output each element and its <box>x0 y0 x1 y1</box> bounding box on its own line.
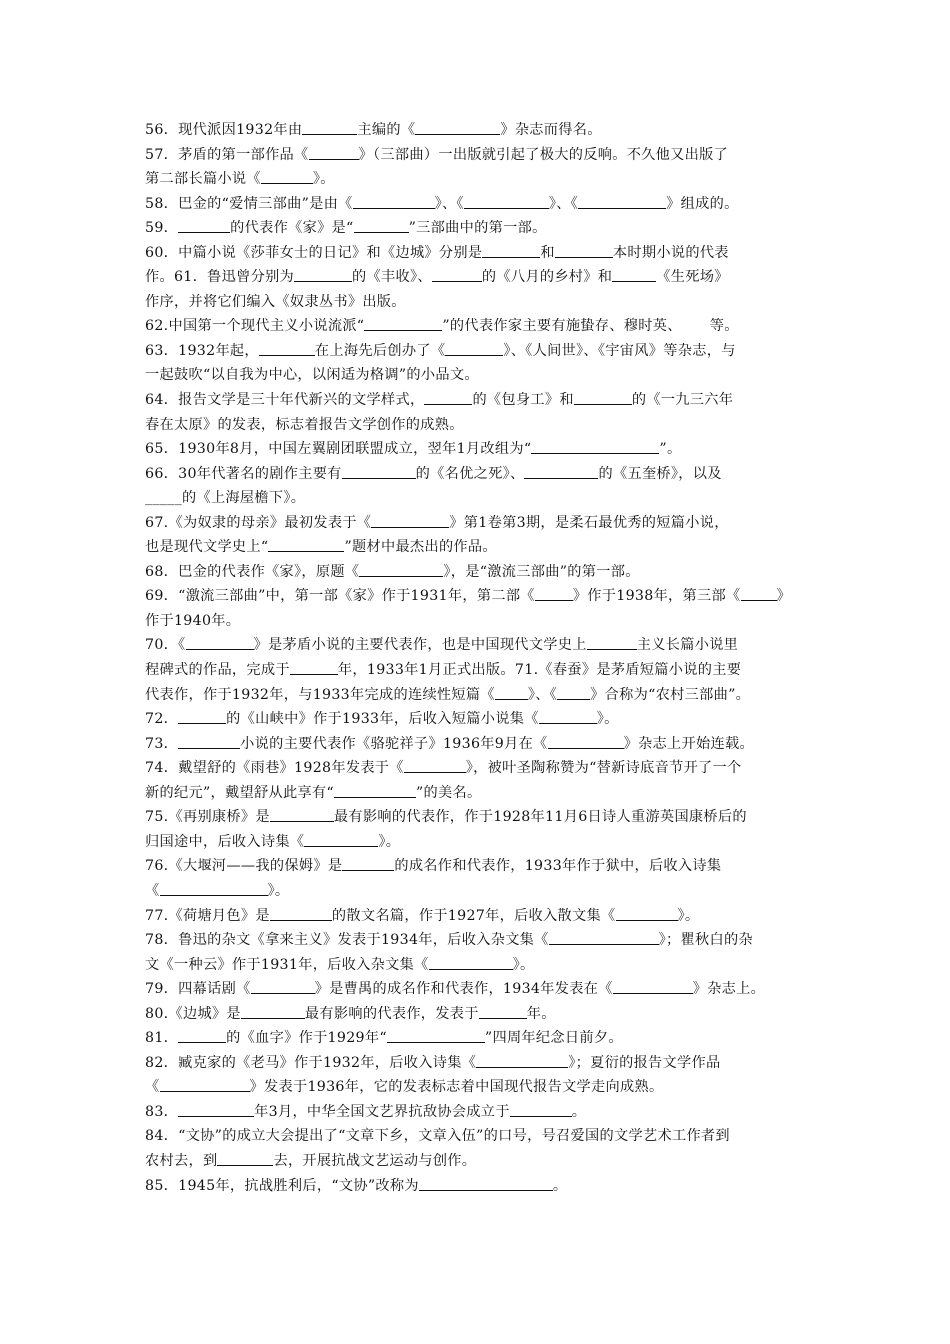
answer-blank[interactable] <box>309 158 359 160</box>
line-text: 年。 <box>526 1005 556 1022</box>
line-text: 》、《 <box>548 195 579 212</box>
text-line <box>145 1100 810 1125</box>
text-line <box>145 977 810 1002</box>
document-page <box>145 118 810 1198</box>
line-text: 》合称为“农村三部曲”。 <box>590 686 751 703</box>
line-text: 的《血字》作于1929年“ <box>226 1030 387 1047</box>
line-text: 和 <box>540 244 555 261</box>
answer-blank[interactable] <box>259 354 315 356</box>
answer-blank[interactable] <box>334 796 416 798</box>
line-text: 作序，并将它们编入《奴隶丛书》出版。 <box>145 293 406 310</box>
text-line <box>145 511 810 536</box>
line-text: 》组成的。 <box>666 195 739 212</box>
line-text: 的《名优之死》、 <box>415 465 525 482</box>
answer-blank[interactable] <box>432 280 482 282</box>
line-text: 一起鼓吹“以自我为中心，以闲适为格调”的小品文。 <box>145 367 479 384</box>
line-text: 》是曹禺的成名作和代表作，1934年发表在《 <box>314 981 613 998</box>
text-line <box>145 879 810 904</box>
line-text: 的成名作和代表作，1933年作于狱中，后收入诗集 <box>394 858 722 875</box>
answer-blank[interactable] <box>371 526 449 528</box>
answer-blank[interactable] <box>241 1017 305 1019</box>
line-text: 79．四幕话剧《 <box>145 981 251 998</box>
answer-blank[interactable] <box>268 550 344 552</box>
line-text: 的散文名篇，作于1927年，后收入散文集《 <box>331 907 616 924</box>
line-text: 的《包身工》和 <box>472 392 574 409</box>
line-text: 85．1945年，抗战胜利后，“文协”改称为 <box>145 1177 419 1194</box>
answer-blank[interactable] <box>555 256 613 258</box>
answer-blank[interactable] <box>574 403 632 405</box>
answer-blank[interactable] <box>270 919 332 921</box>
line-text: 82．臧克家的《老马》作于1932年，后收入诗集《 <box>145 1054 477 1071</box>
line-text: 。 <box>552 1177 568 1194</box>
line-text: 69．“激流三部曲”中，第一部《家》作于1931年，第二部《 <box>145 588 535 605</box>
text-line <box>145 1149 810 1174</box>
answer-blank[interactable] <box>510 1115 572 1117</box>
text-line <box>145 118 810 143</box>
answer-blank[interactable] <box>464 207 549 209</box>
line-text: 》。 <box>596 711 619 728</box>
answer-blank[interactable] <box>587 648 637 650</box>
line-text: 最有影响的代表作，发表于 <box>304 1005 479 1022</box>
line-text: 66．30年代著名的剧作主要有 <box>145 465 342 482</box>
line-text: 》；瞿秋白的杂 <box>658 932 753 949</box>
text-line <box>145 560 810 585</box>
line-text: 主编的《 <box>357 122 416 138</box>
line-text: 《 <box>145 882 160 899</box>
line-text: 的《丰收》、 <box>352 269 432 286</box>
line-text: 》。 <box>512 956 535 973</box>
line-text: 》。 <box>267 882 290 899</box>
line-text: 农村去，到 <box>145 1152 218 1169</box>
answer-blank[interactable] <box>557 698 590 700</box>
answer-blank[interactable] <box>178 722 226 724</box>
text-line <box>145 658 810 683</box>
answer-blank[interactable] <box>290 673 338 675</box>
line-text: 的《八月的乡村》和 <box>481 269 613 286</box>
text-line <box>145 290 810 315</box>
answer-blank[interactable] <box>364 329 442 331</box>
answer-blank[interactable] <box>387 1041 485 1043</box>
answer-blank[interactable] <box>251 992 315 994</box>
line-text: 归国途中，后收入诗集《 <box>145 833 305 850</box>
answer-blank[interactable] <box>612 280 656 282</box>
answer-blank[interactable] <box>476 1066 568 1068</box>
line-text: 72． <box>145 711 179 728</box>
line-text: 80.《边城》是 <box>145 1005 241 1022</box>
line-text: 65．1930年8月，中国左翼剧团联盟成立，翌年1月改组为“ <box>145 441 532 458</box>
answer-blank[interactable] <box>424 403 472 405</box>
text-line <box>145 683 810 708</box>
text-line <box>145 363 810 388</box>
line-text: 《 <box>145 1079 160 1096</box>
line-text: 》。 <box>677 907 700 924</box>
answer-blank[interactable] <box>419 1189 553 1191</box>
line-text: 68．巴金的代表作《家》，原题《 <box>145 563 360 580</box>
answer-blank[interactable] <box>495 698 528 700</box>
line-text: 代表作，作于1932年，与1933年完成的连续性短篇《 <box>145 686 495 703</box>
answer-blank[interactable] <box>270 820 334 822</box>
answer-blank[interactable] <box>539 722 597 724</box>
line-text: 春在太原》的发表，标志着报告文学创作的成熟。 <box>145 416 464 433</box>
line-text: 77.《荷塘月色》是 <box>145 907 270 924</box>
answer-blank[interactable] <box>482 256 540 258</box>
line-text: 主义长篇小说里 <box>636 637 739 654</box>
line-text: 本时期小说的代表 <box>612 244 729 261</box>
line-text: 》杂志而得名。 <box>500 122 602 138</box>
answer-blank[interactable] <box>415 133 500 135</box>
line-text: ”题材中最杰出的作品。 <box>344 539 497 556</box>
answer-blank[interactable] <box>217 1164 273 1166</box>
text-line <box>145 953 810 978</box>
answer-blank[interactable] <box>578 207 666 209</box>
line-text: 》杂志上开始连载。 <box>623 735 754 752</box>
answer-blank[interactable] <box>549 943 659 945</box>
line-text: 》、《人间世》、《宇宙风》等杂志，与 <box>503 342 736 359</box>
answer-blank[interactable] <box>186 648 254 650</box>
line-text: 》，是“激流三部曲”的第一部。 <box>443 563 640 580</box>
answer-blank[interactable] <box>445 354 503 356</box>
line-text: 73． <box>145 735 179 752</box>
line-text: 第二部长篇小说《 <box>145 171 261 188</box>
text-line <box>145 732 810 757</box>
line-text: 》第1卷第3期，是柔石最优秀的短篇小说， <box>449 514 729 531</box>
line-text: 》。 <box>312 171 335 188</box>
answer-blank[interactable] <box>178 1041 226 1043</box>
text-line <box>145 756 810 781</box>
text-line <box>145 462 810 487</box>
line-text: 75.《再别康桥》是 <box>145 809 270 826</box>
text-line <box>145 314 810 339</box>
line-text: 》、《 <box>527 686 558 703</box>
text-line <box>145 904 810 929</box>
line-text: 67.《为奴隶的母亲》最初发表于《 <box>145 514 372 531</box>
answer-blank[interactable] <box>524 477 598 479</box>
line-text: 。 <box>571 1103 587 1120</box>
text-line <box>145 535 810 560</box>
line-text: 62.中国第一个现代主义小说流派“ <box>145 318 365 335</box>
line-text: 》作于1938年，第三部《 <box>572 588 741 605</box>
answer-blank[interactable] <box>342 477 416 479</box>
text-line <box>145 1124 810 1149</box>
answer-blank[interactable] <box>160 894 268 896</box>
line-text: 83． <box>145 1103 179 1120</box>
text-line <box>145 584 810 609</box>
line-text: 的《山峡中》作于1933年，后收入短篇小说集《 <box>226 711 539 728</box>
text-line <box>145 388 810 413</box>
answer-blank[interactable] <box>531 452 659 454</box>
answer-blank[interactable] <box>359 575 443 577</box>
line-text: ”。 <box>659 441 682 458</box>
line-text: 》（三部曲）一出版就引起了极大的反响。不久他又出版了 <box>358 146 729 163</box>
text-line <box>145 216 810 241</box>
answer-blank[interactable] <box>342 869 394 871</box>
text-line <box>145 805 810 830</box>
text-line <box>145 1174 810 1199</box>
text-line <box>145 413 810 438</box>
line-text: 年3月，中华全国文艺界抗敌协会成立于 <box>254 1103 510 1120</box>
answer-blank[interactable] <box>294 280 352 282</box>
text-line <box>145 486 810 511</box>
line-text: 》是茅盾小说的主要代表作，也是中国现代文学史上 <box>253 637 587 654</box>
line-text: 57．茅盾的第一部作品《 <box>145 146 309 163</box>
line-text: ”的代表作家主要有施蛰存、穆时英、 <box>442 318 682 335</box>
answer-blank[interactable] <box>404 771 466 773</box>
text-line <box>145 830 810 855</box>
line-text: _____的《上海屋檐下》。 <box>145 490 306 507</box>
line-text: 作。61．鲁迅曾分别为 <box>145 269 295 286</box>
line-text: 》；夏衍的报告文学作品 <box>568 1054 721 1071</box>
answer-blank[interactable] <box>616 919 678 921</box>
line-text: 》、《 <box>434 195 464 212</box>
text-line <box>145 1075 810 1100</box>
line-text: 年，1933年1月正式出版。71.《春蚕》是茅盾短篇小说的主要 <box>337 662 742 679</box>
line-text: 59． <box>145 220 179 237</box>
answer-blank[interactable] <box>302 133 357 135</box>
answer-blank[interactable] <box>613 992 693 994</box>
line-text: 新的纪元”，戴望舒从此享有“ <box>145 784 334 801</box>
line-text: 56．现代派因1932年由 <box>145 122 303 138</box>
answer-blank[interactable] <box>429 968 513 970</box>
line-text: 》发表于1936年，它的发表标志着中国现代报告文学走向成熟。 <box>249 1079 664 1096</box>
line-text: 最有影响的代表作，作于1928年11月6日诗人重游英国康桥后的 <box>333 809 747 826</box>
text-line <box>145 241 810 266</box>
text-line <box>145 609 810 634</box>
line-text: 小说的主要代表作《骆驼祥子》1936年9月在《 <box>240 735 548 752</box>
answer-blank[interactable] <box>548 747 624 749</box>
answer-blank[interactable] <box>741 599 777 601</box>
line-text: ”三部曲中的第一部。 <box>408 220 547 237</box>
text-line <box>145 192 810 217</box>
line-text: 的《一九三六年 <box>631 392 734 409</box>
answer-blank[interactable] <box>535 599 573 601</box>
line-text: 78．鲁迅的杂文《拿来主义》发表于1934年，后收入杂文集《 <box>145 932 549 949</box>
answer-blank[interactable] <box>261 182 313 184</box>
line-text: 在上海先后创办了《 <box>314 342 446 359</box>
line-text: 》杂志上。 <box>692 981 766 998</box>
text-line <box>145 854 810 879</box>
line-text: 64．报告文学是三十年代新兴的文学样式， <box>145 392 425 409</box>
line-text: 58．巴金的“爱情三部曲”是由《 <box>145 195 353 212</box>
line-text: 也是现代文学史上“ <box>145 539 269 556</box>
line-text: 去，开展抗战文艺运动与创作。 <box>273 1152 477 1169</box>
line-text: 文《一种云》作于1931年，后收入杂文集《 <box>145 956 429 973</box>
line-text: 76.《大堰河——我的保姆》是 <box>145 858 343 875</box>
answer-blank[interactable] <box>479 1017 527 1019</box>
text-line <box>145 928 810 953</box>
text-line <box>145 1051 810 1076</box>
text-line <box>145 339 810 364</box>
text-line <box>145 265 810 290</box>
line-text: 63．1932年起， <box>145 342 259 359</box>
text-line <box>145 633 810 658</box>
answer-blank[interactable] <box>178 747 240 749</box>
answer-blank[interactable] <box>353 207 435 209</box>
line-text: 70．《 <box>145 637 186 654</box>
line-text: 74．戴望舒的《雨巷》1928年发表于《 <box>145 760 404 777</box>
answer-blank[interactable] <box>160 1090 250 1092</box>
text-line <box>145 167 810 192</box>
answer-blank[interactable] <box>178 1115 254 1117</box>
text-line <box>145 143 810 168</box>
answer-blank[interactable] <box>304 845 378 847</box>
line-text: ”的美名。 <box>415 784 482 801</box>
text-line <box>145 781 810 806</box>
text-line <box>145 1026 810 1051</box>
text-line <box>145 1002 810 1027</box>
text-line <box>145 437 810 462</box>
line-text: 作于1940年。 <box>145 612 241 629</box>
line-text: 》。 <box>378 833 401 850</box>
line-text: 》，被叶圣陶称赞为“替新诗底音节开了一个 <box>465 760 742 777</box>
line-text: 程碑式的作品，完成于 <box>145 662 290 679</box>
line-text: 60．中篇小说《莎菲女士的日记》和《边城》分别是 <box>145 244 483 261</box>
line-text: 81． <box>145 1030 179 1047</box>
line-text: 》 <box>776 588 791 605</box>
text-line <box>145 707 810 732</box>
line-text: 《生死场》 <box>656 269 729 286</box>
answer-blank[interactable] <box>178 231 230 233</box>
line-text: 84．“文协”的成立大会提出了“文章下乡，文章入伍”的口号，号召爱国的文学艺术工作者到 <box>145 1128 730 1145</box>
line-text: 的《五奎桥》，以及 <box>598 465 722 482</box>
line-text: ”四周年纪念日前夕。 <box>484 1030 623 1047</box>
line-text: 等。 <box>709 318 739 335</box>
line-text: 的代表作《家》是“ <box>230 220 354 237</box>
answer-blank[interactable] <box>354 231 409 233</box>
